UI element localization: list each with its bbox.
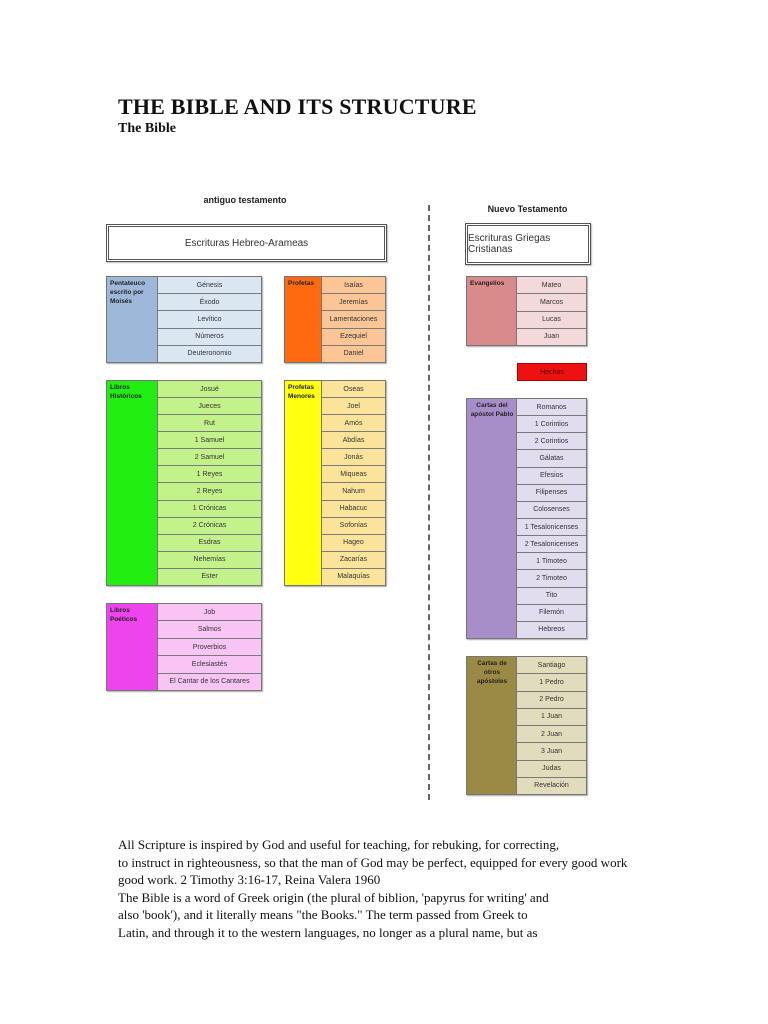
book-cell: 2 Crónicas — [158, 518, 261, 535]
book-cell: Ezequiel — [322, 329, 385, 346]
body-line: good work. 2 Timothy 3:16-17, Reina Valera 1960 — [118, 872, 381, 887]
book-cell: Hebreos — [517, 622, 586, 638]
book-cell: 1 Pedro — [517, 674, 586, 691]
page-title: THE BIBLE AND ITS STRUCTURE — [118, 94, 477, 119]
book-cell: Números — [158, 329, 261, 346]
book-cell: 3 Juan — [517, 743, 586, 760]
book-cell: Habacuc — [322, 501, 385, 518]
book-cell: Filemón — [517, 605, 586, 622]
group-evangelios — [466, 276, 587, 346]
group-label-poeticos: Libros Poéticos — [106, 603, 158, 691]
book-list — [158, 276, 262, 363]
new-testament-header: Nuevo Testamento — [487, 204, 568, 214]
book-cell: Tito — [517, 588, 586, 605]
book-list — [322, 380, 386, 586]
book-cell: Joel — [322, 398, 385, 415]
book-cell: Mateo — [517, 277, 586, 294]
book-cell: Oseas — [322, 381, 385, 398]
book-cell: 2 Corintios — [517, 433, 586, 450]
new-testament-banner: Escrituras Griegas Cristianas — [465, 223, 591, 265]
book-cell: 1 Corintios — [517, 416, 586, 433]
book-cell: Filipenses — [517, 485, 586, 502]
book-cell: Revelación — [517, 778, 586, 794]
book-cell: Malaquías — [322, 569, 385, 585]
group-label-cartas-pablo: Cartas del apóstol Pablo — [466, 398, 517, 639]
group-label-historicos: Libros Históricos — [106, 380, 158, 586]
group-cartas-otros — [466, 656, 587, 795]
group-historicos — [106, 380, 262, 586]
book-cell: Deuteronomio — [158, 346, 261, 362]
book-hechos: Hechos — [517, 363, 587, 381]
book-cell: El Cantar de los Cantares — [158, 674, 261, 690]
book-list — [158, 603, 262, 691]
group-label-profetas: Profetas — [284, 276, 322, 363]
group-label-cartas-otros: Cartas de otros apóstoles — [466, 656, 517, 795]
body-text — [118, 836, 718, 941]
book-cell: Jonás — [322, 449, 385, 466]
book-cell: Gálatas — [517, 450, 586, 467]
group-label-profetas-menores: Profetas Menores — [284, 380, 322, 586]
book-cell: Judas — [517, 761, 586, 778]
book-list — [517, 398, 587, 639]
book-cell: Marcos — [517, 294, 586, 311]
group-profetas — [284, 276, 386, 363]
book-cell: Efesios — [517, 468, 586, 485]
body-line: All Scripture is inspired by God and useful for teaching, for rebuking, for correcting, — [118, 837, 560, 852]
book-cell: Josué — [158, 381, 261, 398]
book-cell: Colosenses — [517, 502, 586, 519]
book-cell: 1 Timoteo — [517, 553, 586, 570]
book-cell: 1 Samuel — [158, 432, 261, 449]
group-profetas-menores — [284, 380, 386, 586]
book-cell: Zacarías — [322, 552, 385, 569]
body-line: The Bible is a word of Greek origin (the plural of biblion, 'papyrus for writing' and — [118, 889, 549, 905]
book-cell: Nehemías — [158, 552, 261, 569]
book-cell: 2 Pedro — [517, 692, 586, 709]
book-cell: Hageo — [322, 535, 385, 552]
group-poeticos — [106, 603, 262, 691]
book-cell: Levítico — [158, 311, 261, 328]
old-testament-banner: Escrituras Hebreo-Arameas — [106, 224, 387, 262]
group-pentateuco — [106, 276, 262, 363]
book-cell: Lamentaciones — [322, 311, 385, 328]
book-list — [158, 380, 262, 586]
book-list — [517, 656, 587, 795]
book-cell: 2 Tesalonicenses — [517, 536, 586, 553]
book-cell: 1 Tesalonicenses — [517, 519, 586, 536]
group-label-pentateuco: Pentateuco escrito por Moisés — [106, 276, 158, 363]
old-testament-header: antiguo testamento — [203, 195, 287, 205]
book-cell: Rut — [158, 415, 261, 432]
book-cell: Sofonías — [322, 518, 385, 535]
book-cell: 2 Timoteo — [517, 570, 586, 587]
body-line: to instruct in righteousness, so that the man of God may be perfect, equipped for every good work — [118, 854, 628, 870]
testament-divider — [428, 205, 430, 800]
book-list — [322, 276, 386, 363]
book-cell: Jueces — [158, 398, 261, 415]
book-cell: Romanos — [517, 399, 586, 416]
book-list — [517, 276, 587, 346]
book-cell: Ester — [158, 569, 261, 585]
book-cell: Génesis — [158, 277, 261, 294]
book-cell: 2 Reyes — [158, 483, 261, 500]
book-cell: Juan — [517, 329, 586, 345]
book-cell: 1 Juan — [517, 709, 586, 726]
book-cell: Éxodo — [158, 294, 261, 311]
book-cell: Santiago — [517, 657, 586, 674]
book-cell: Miqueas — [322, 466, 385, 483]
body-line: also 'book'), and it literally means "the Books." The term passed from Greek to — [118, 907, 528, 922]
book-cell: Salmos — [158, 621, 261, 638]
book-cell: Esdras — [158, 535, 261, 552]
book-cell: Daniel — [322, 346, 385, 362]
book-cell: Proverbios — [158, 639, 261, 656]
book-cell: 2 Juan — [517, 726, 586, 743]
book-cell: 2 Samuel — [158, 449, 261, 466]
book-cell: Abdías — [322, 432, 385, 449]
book-cell: Job — [158, 604, 261, 621]
book-cell: Isaías — [322, 277, 385, 294]
book-cell: Eclesiastés — [158, 656, 261, 673]
group-label-evangelios: Evangelios — [466, 276, 517, 346]
body-line: Latin, and through it to the western languages, no longer as a plural name, but as — [118, 924, 538, 940]
page-subtitle: The Bible — [118, 121, 176, 136]
book-cell: Jeremías — [322, 294, 385, 311]
group-cartas-pablo — [466, 398, 587, 639]
book-cell: Amós — [322, 415, 385, 432]
book-cell: Nahum — [322, 483, 385, 500]
book-cell: 1 Crónicas — [158, 501, 261, 518]
book-cell: 1 Reyes — [158, 466, 261, 483]
book-cell: Lucas — [517, 312, 586, 329]
